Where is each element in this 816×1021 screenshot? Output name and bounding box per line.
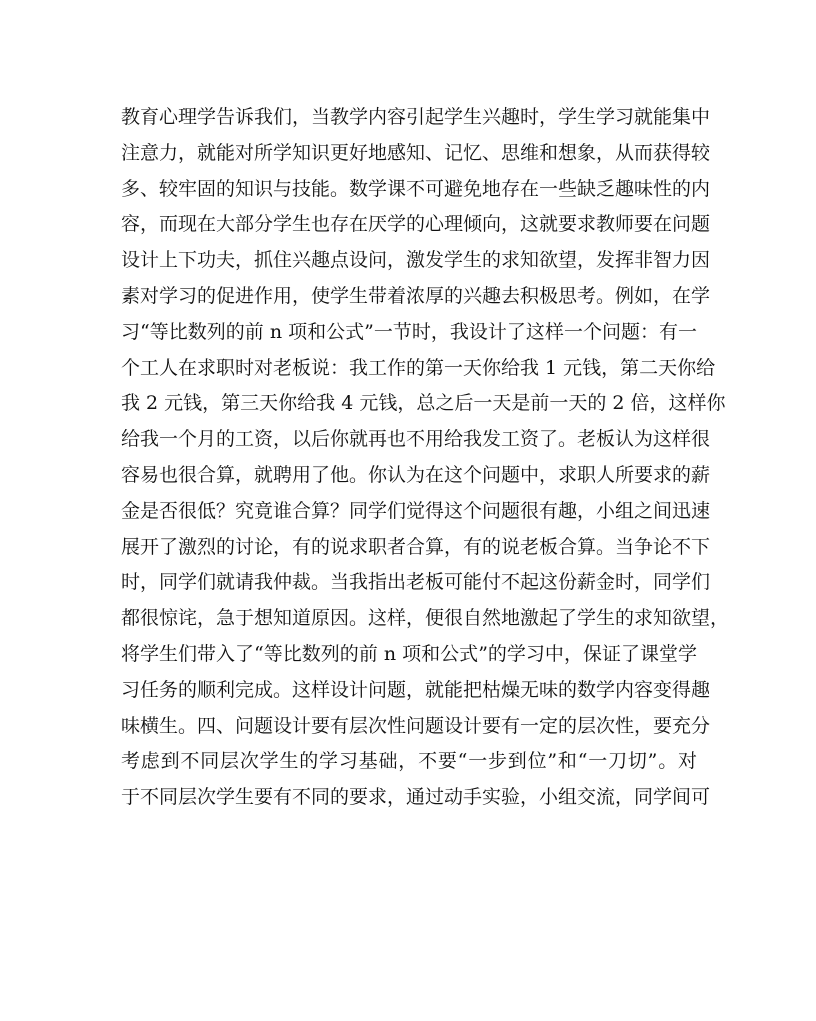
paragraph-line: 注意力，就能对所学知识更好地感知、记忆、思维和想象，从而获得较 [121,141,711,164]
paragraph-line: 味横生。四、问题设计要有层次性问题设计要有一定的层次性，要充分 [121,714,711,737]
paragraph-line: 将学生们带入了“等比数列的前 n 项和公式”的学习中，保证了课堂学 [121,642,697,665]
paragraph-line: 习“等比数列的前 n 项和公式”一节时，我设计了这样一个问题：有一 [121,320,697,343]
paragraph-line: 多、较牢固的知识与技能。数学课不可避免地存在一些缺乏趣味性的内 [121,177,711,200]
paragraph-line: 金是否很低？究竟谁合算？同学们觉得这个问题很有趣，小组之间迅速 [121,499,711,522]
paragraph-line: 容，而现在大部分学生也存在厌学的心理倾向，这就要求教师要在问题 [121,213,711,236]
paragraph-line: 素对学习的促进作用，使学生带着浓厚的兴趣去积极思考。例如，在学 [121,284,711,307]
paragraph-line: 个工人在求职时对老板说：我工作的第一天你给我 1 元钱，第二天你给 [121,356,716,379]
paragraph-line: 于不同层次学生要有不同的要求，通过动手实验，小组交流，同学间可 [121,786,711,809]
paragraph-line: 给我一个月的工资，以后你就再也不用给我发工资了。老板认为这样很 [121,428,711,451]
paragraph-line: 容易也很合算，就聘用了他。你认为在这个问题中，求职人所要求的薪 [121,463,711,486]
paragraph-line: 考虑到不同层次学生的学习基础，不要“一步到位”和“一刀切”。对 [121,750,697,773]
paragraph-line: 时，同学们就请我仲裁。当我指出老板可能付不起这份薪金时，同学们 [121,571,711,594]
body-paragraph [121,100,730,816]
paragraph-line: 教育心理学告诉我们，当教学内容引起学生兴趣时，学生学习就能集中 [121,106,711,128]
paragraph-line: 展开了激烈的讨论，有的说求职者合算，有的说老板合算。当争论不下 [121,535,711,558]
paragraph-line: 设计上下功夫，抓住兴趣点设问，激发学生的求知欲望，发挥非智力因 [121,249,711,272]
paragraph-line: 习任务的顺利完成。这样设计问题，就能把枯燥无味的数学内容变得趣 [121,678,711,701]
paragraph-line: 都很惊诧，急于想知道原因。这样，便很自然地激起了学生的求知欲望， [121,607,730,630]
paragraph-line: 我 2 元钱，第三天你给我 4 元钱，总之后一天是前一天的 2 倍，这样你 [121,392,726,415]
